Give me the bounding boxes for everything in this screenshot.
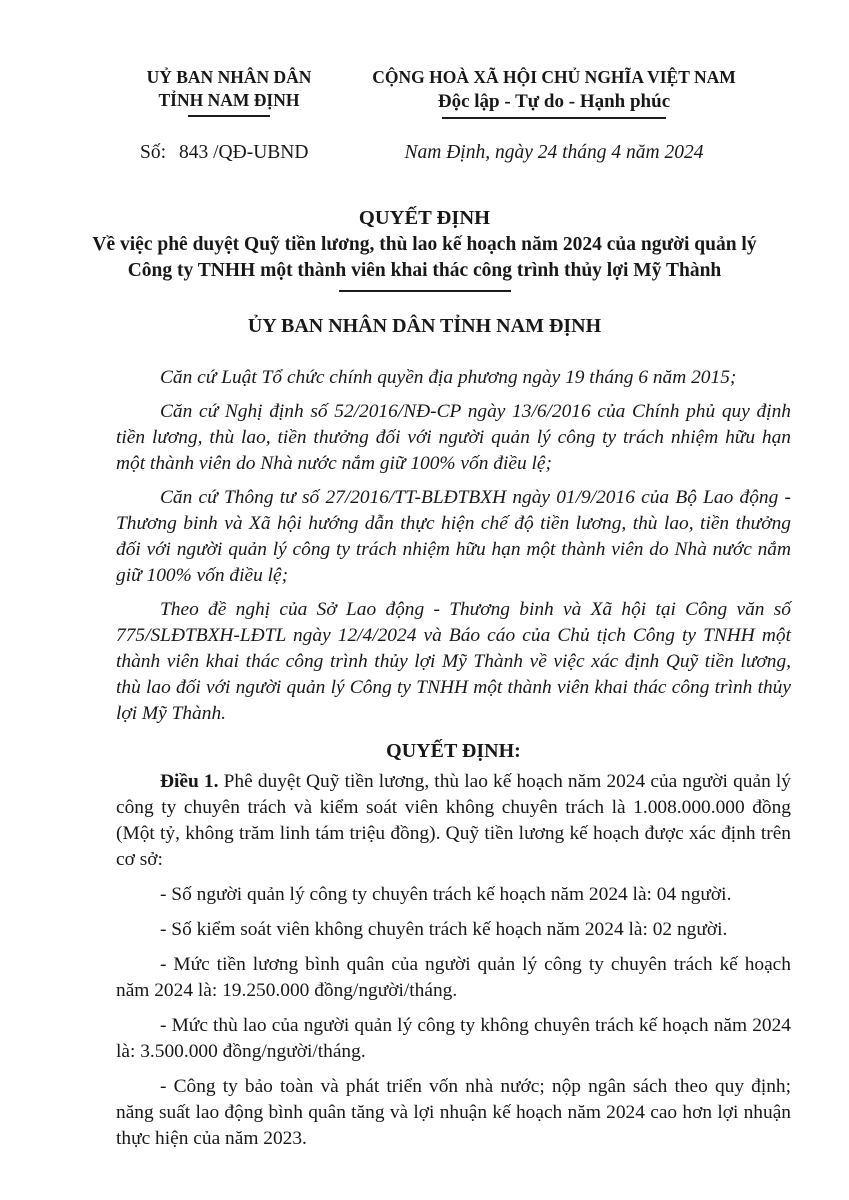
article-1-item: - Số kiểm soát viên không chuyên trách kế hoạch năm 2024 là: 02 người. [160,919,728,940]
issuing-org-line2: TỈNH NAM ĐỊNH [158,90,300,110]
preamble-paragraph: Theo đề nghị của Sở Lao động - Thương binh và Xã hội tại Công văn số 775/SLĐTBXH-LĐTL ngày 12/4/2024 và Báo cáo của Chủ tịch Công ty TNHH một thành viên khai thác công trình thủy lợi Mỹ Thành về việc xác định Quỹ tiền lương, thù lao đối với người quản lý Công ty TNHH một thành viên khai thác công trình thủy lợi Mỹ Thành. [116,599,791,724]
preamble-paragraph: Căn cứ Nghị định số 52/2016/NĐ-CP ngày 13/6/2016 của Chính phủ quy định tiền lương, thù lao, tiền thưởng đối với người quản lý công ty trách nhiệm hữu hạn một thành viên do Nhà nước nắm giữ 100% vốn điều lệ; [116,401,791,474]
article-1-paragraph [116,769,791,873]
document-type-heading: QUYẾT ĐỊNH [358,207,491,229]
national-motto: Độc lập - Tự do - Hạnh phúc [437,91,671,112]
document-subtitle-line1: Về việc phê duyệt Quỹ tiền lương, thù lao kế hoạch năm 2024 của người quản lý [92,234,757,255]
org-underline [188,115,270,117]
preamble-paragraph: Căn cứ Luật Tổ chức chính quyền địa phương ngày 19 tháng 6 năm 2015; [160,367,737,388]
document-number-value: 843 /QĐ-UBND [179,142,309,163]
national-header-block [338,66,770,119]
document-body [116,365,791,1152]
decision-heading: QUYẾT ĐỊNH: [386,740,521,762]
document-header [0,66,849,188]
preamble-paragraph: Căn cứ Thông tư số 27/2016/TT-BLĐTBXH ngày 01/9/2016 của Bộ Lao động - Thương binh và Xã hội hướng dẫn thực hiện chế độ tiền lương, thù lao, tiền thưởng đối với người quản lý công ty trách nhiệm hữu hạn một thành viên do Nhà nước nắm giữ 100% vốn điều lệ; [116,487,791,586]
issuing-authority: ỦY BAN NHÂN DÂN TỈNH NAM ĐỊNH [247,315,602,337]
article-1-item: - Công ty bảo toàn và phát triển vốn nhà nước; nộp ngân sách theo quy định; năng suất lao động bình quân tăng và lợi nhuận kế hoạch năm 2024 cao hơn lợi nhuận thực hiện của năm 2023. [116,1076,791,1149]
title-block [0,205,849,339]
document-subtitle-line2: Công ty TNHH một thành viên khai thác công trình thủy lợi Mỹ Thành [127,259,722,281]
place-and-date: Nam Định, ngày 24 tháng 4 năm 2024 [404,142,704,163]
article-1-item: - Mức tiền lương bình quân của người quản lý công ty chuyên trách kế hoạch năm 2024 là: 19.250.000 đồng/người/tháng. [116,954,791,1001]
issuing-org-block [93,66,365,117]
subtitle-underline [339,290,511,292]
national-title: CỘNG HOÀ XÃ HỘI CHỦ NGHĨA VIỆT NAM [372,67,736,87]
article-1-label: Điều 1. [160,771,219,792]
article-1-item: - Số người quản lý công ty chuyên trách kế hoạch năm 2024 là: 04 người. [160,884,732,905]
article-1-item: - Mức thù lao của người quản lý công ty không chuyên trách kế hoạch năm 2024 là: 3.500.000 đồng/người/tháng. [116,1015,791,1062]
article-1-text: Phê duyệt Quỹ tiền lương, thù lao kế hoạch năm 2024 của người quản lý công ty chuyên trách và kiểm soát viên không chuyên trách là 1.008.000.000 đồng (Một tỷ, không trăm linh tám triệu đồng). Quỹ tiền lương kế hoạch được xác định trên cơ sở: [116,771,791,870]
motto-underline [442,117,666,119]
document-number [140,142,308,164]
document-number-label: Số: [140,142,167,163]
issuing-org-line1: UỶ BAN NHÂN DÂN [146,67,312,87]
